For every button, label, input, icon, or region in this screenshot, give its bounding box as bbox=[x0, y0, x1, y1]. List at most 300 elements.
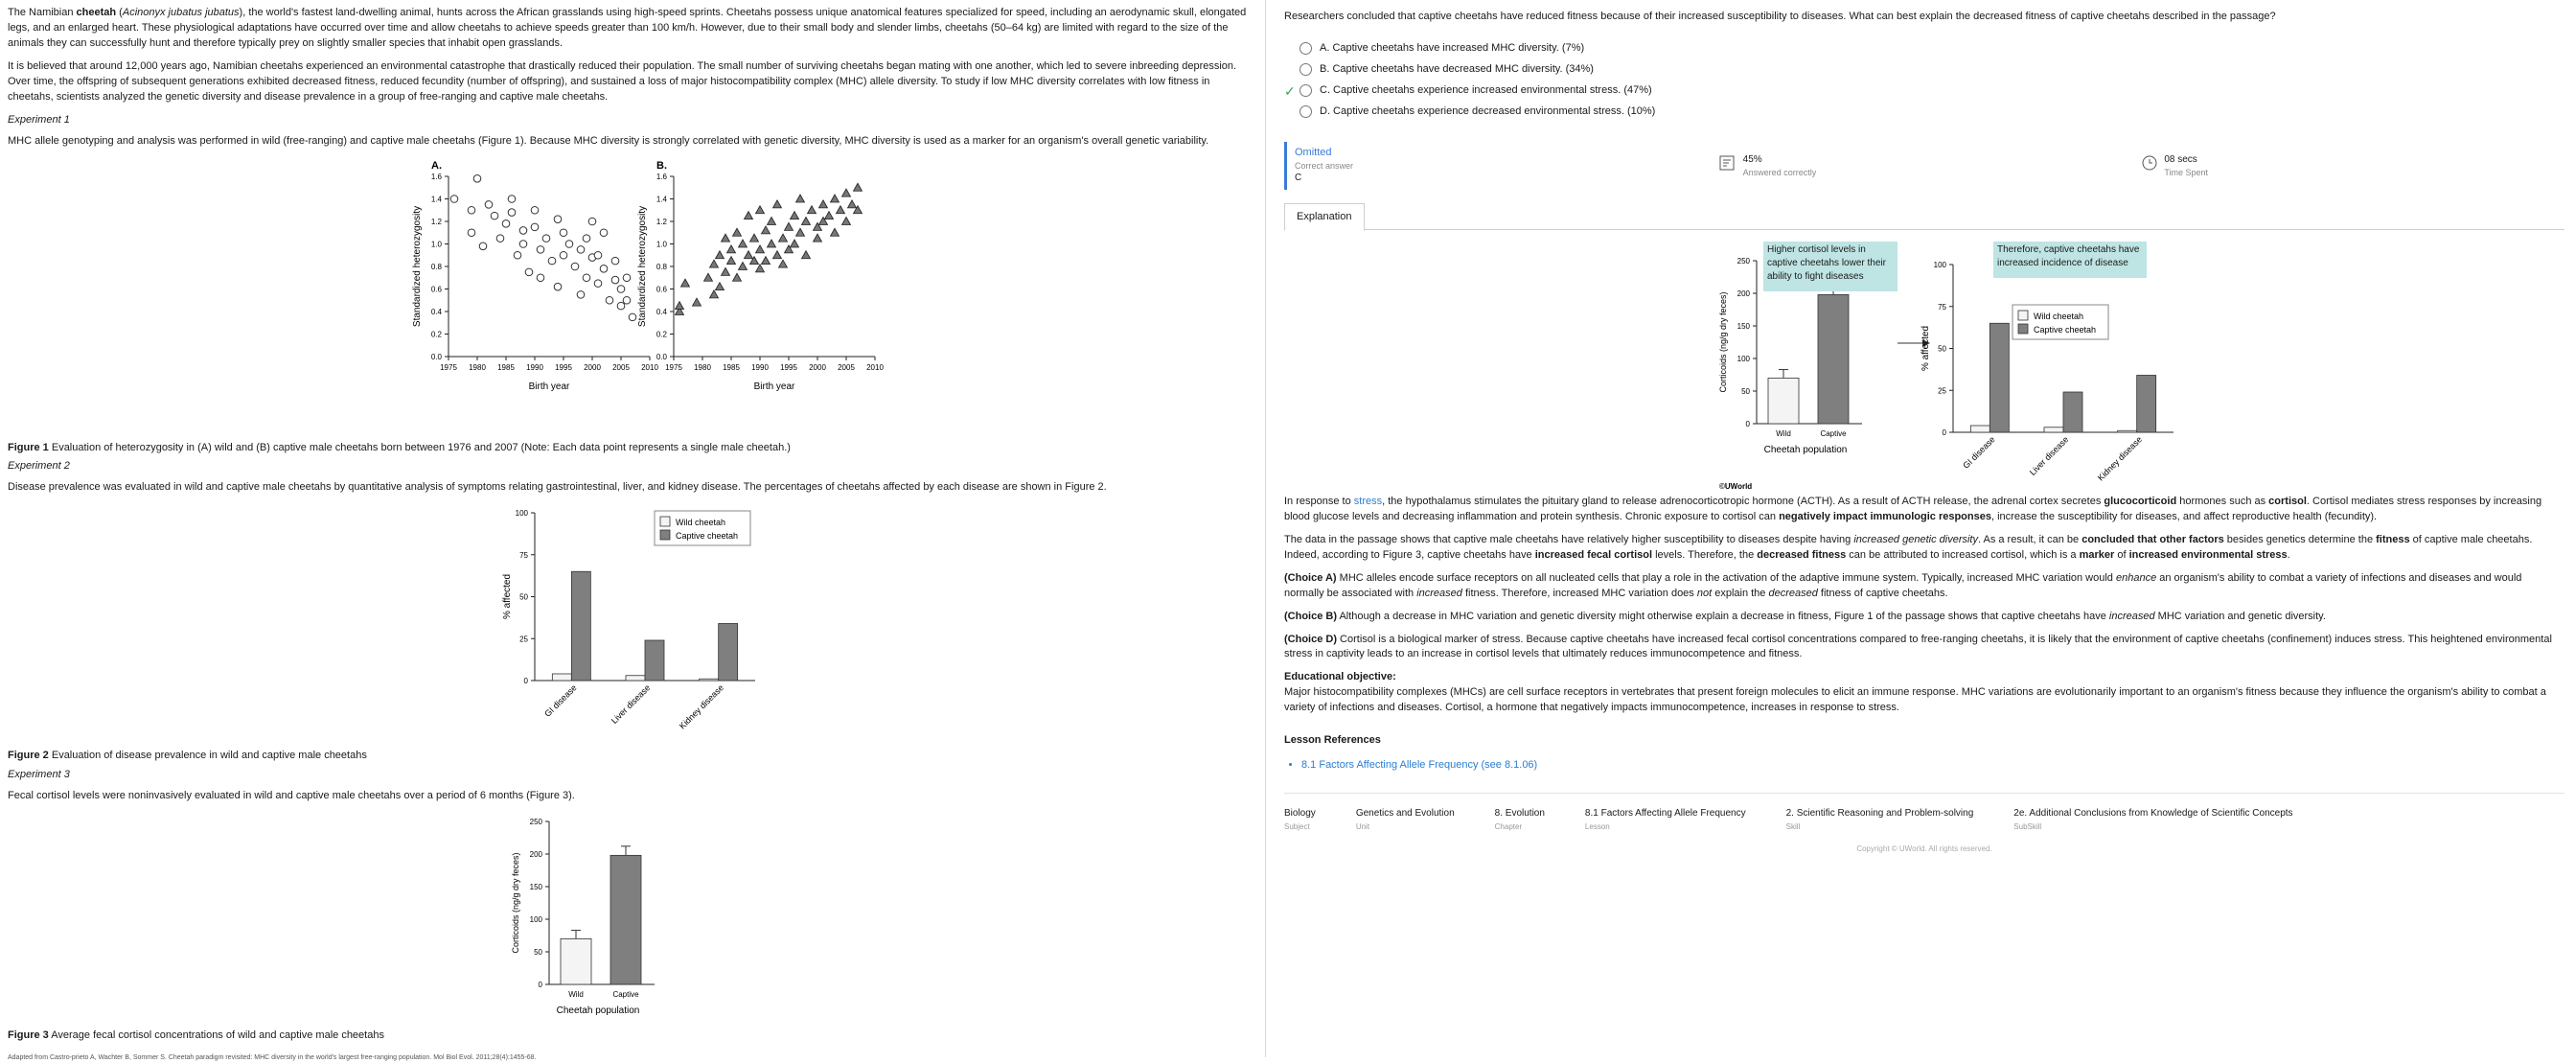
y-tick-label: 1.4 bbox=[430, 195, 442, 203]
bar-captive-cheetah bbox=[645, 640, 664, 681]
answer-stats-bar bbox=[1284, 142, 2564, 190]
data-point bbox=[756, 244, 765, 252]
panel-label: B. bbox=[656, 159, 667, 172]
text: decreased bbox=[1768, 587, 1818, 599]
experiment-2-text: Disease prevalence was evaluated in wild and captive male cheetahs by quantitative analysis of symptoms relating gastrointestinal, liver, and kidney disease. The percentages of cheetahs affected by each disease are shown in Figure 2. bbox=[8, 481, 1107, 494]
data-point bbox=[519, 226, 527, 234]
data-point bbox=[583, 234, 590, 242]
text: MHC variation and genetic diversity. bbox=[2154, 610, 2326, 622]
callout-text-wrap bbox=[1997, 243, 2145, 278]
x-tick-label: 1990 bbox=[526, 362, 543, 372]
data-point bbox=[588, 218, 596, 225]
data-point bbox=[473, 174, 481, 182]
link-stress[interactable]: stress bbox=[1353, 495, 1383, 507]
data-point bbox=[571, 263, 579, 270]
y-tick-label: 0.8 bbox=[656, 262, 667, 271]
bar-captive-cheetah bbox=[2137, 375, 2156, 432]
legend-label: Wild cheetah bbox=[676, 518, 726, 528]
copyright: Copyright © UWorld. All rights reserved. bbox=[1856, 844, 1992, 854]
text: , increase the susceptibility for diseases, and affect reproductive health (fecundity). bbox=[1990, 510, 2378, 522]
taxonomy-key: Subject bbox=[1284, 821, 1310, 831]
choice-d-explanation bbox=[1284, 633, 2564, 663]
bar-captive bbox=[1818, 294, 1849, 424]
data-point bbox=[716, 250, 724, 258]
y-tick-label: 100 bbox=[1933, 260, 1946, 269]
text: (Choice B) bbox=[1284, 610, 1337, 622]
y-tick-label: 100 bbox=[515, 509, 528, 519]
lesson-reference-link[interactable]: • 8.1 Factors Affecting Allele Frequency (see 8.1.06) bbox=[1301, 758, 2564, 774]
data-point bbox=[722, 267, 730, 275]
answer-panel bbox=[1276, 0, 2572, 1057]
bar-wild-cheetah bbox=[626, 676, 645, 681]
tab-explanation[interactable]: Explanation bbox=[1284, 203, 1365, 231]
figure-3-label: Figure 3 bbox=[8, 1029, 49, 1042]
text: marker bbox=[2079, 548, 2115, 561]
x-axis-title: Cheetah population bbox=[1763, 444, 1848, 455]
bar-wild-cheetah bbox=[700, 680, 719, 682]
text: Cortisol is a biological marker of stress. Because captive cheetahs have increased fecal cortisol concentrations compared to free-ranging cheetahs, it is likely that the environment of captive cheetahs (confinement) induces stress. This heightened environmental stress in captivity leads to an increase in cortisol levels that ultimately reduces immunocompetence and fitness. bbox=[1284, 633, 2552, 660]
data-point bbox=[710, 260, 719, 267]
data-point bbox=[739, 262, 748, 269]
text: The data in the passage shows that captive male cheetahs have relatively higher susceptibility to diseases despite having bbox=[1284, 533, 1854, 545]
choice-label: C. Captive cheetahs experience increased environmental stress. (47%) bbox=[1320, 83, 1652, 96]
data-point bbox=[819, 199, 828, 207]
data-point bbox=[583, 273, 590, 281]
time-block bbox=[2141, 153, 2564, 177]
status-block bbox=[1295, 146, 1718, 185]
data-point bbox=[791, 240, 799, 247]
taxonomy-value: 2e. Additional Conclusions from Knowledge of Scientific Concepts bbox=[2013, 808, 2293, 820]
y-tick-label: 50 bbox=[1741, 386, 1750, 396]
data-point bbox=[733, 228, 742, 236]
data-point bbox=[779, 260, 788, 267]
scatter-panel-0 bbox=[412, 160, 658, 392]
data-point bbox=[716, 282, 724, 289]
text: besides genetics determine the bbox=[2223, 533, 2377, 545]
text: The Namibian bbox=[8, 7, 77, 18]
y-tick-label: 0.4 bbox=[656, 307, 667, 316]
bar-captive-cheetah bbox=[571, 572, 590, 682]
data-point bbox=[491, 212, 498, 220]
taxonomy-key: Unit bbox=[1355, 821, 1370, 831]
data-point bbox=[468, 228, 475, 236]
taxonomy-item bbox=[1786, 807, 1974, 832]
x-tick-label: 1975 bbox=[440, 362, 457, 372]
y-tick-label: 0.6 bbox=[656, 285, 667, 293]
answer-choice-a[interactable] bbox=[1284, 38, 2564, 59]
time-spent: 08 secs bbox=[2164, 154, 2197, 166]
taxonomy-key: Chapter bbox=[1494, 821, 1523, 831]
legend-swatch bbox=[2018, 324, 2028, 334]
y-tick-label: 150 bbox=[529, 883, 542, 892]
y-tick-label: 0.4 bbox=[430, 307, 442, 316]
bar-wild-cheetah bbox=[1970, 426, 1990, 432]
panel-divider bbox=[1265, 0, 1266, 1057]
choice-label: B. Captive cheetahs have decreased MHC diversity. (34%) bbox=[1320, 62, 1594, 75]
x-axis-title: Cheetah population bbox=[556, 1005, 640, 1017]
x-tick-label: 1980 bbox=[694, 362, 711, 372]
data-point bbox=[531, 223, 539, 231]
text: an organism's ability to combat a variety of infections and diseases and would normally be associated with bbox=[1284, 571, 2522, 599]
educational-objective-title: Educational objective: bbox=[1284, 671, 1396, 683]
legend-label: Wild cheetah bbox=[2034, 311, 2084, 321]
data-point bbox=[756, 205, 765, 213]
callout-text-wrap bbox=[1767, 243, 1896, 291]
radio-button[interactable] bbox=[1300, 84, 1312, 97]
callout-text: Higher cortisol levels in captive cheetahs lower their ability to fight diseases bbox=[1767, 243, 1886, 282]
bar-chart-icon bbox=[1718, 154, 1736, 177]
explanation-body bbox=[1284, 495, 2564, 716]
y-tick-label: 0.0 bbox=[656, 352, 667, 361]
figure-2-caption-text: Evaluation of disease prevalence in wild and captive male cheetahs bbox=[48, 750, 367, 762]
data-point bbox=[537, 245, 544, 253]
text: of bbox=[2114, 548, 2129, 561]
correct-check-icon: ✓ bbox=[1284, 82, 1296, 99]
text: Although a decrease in MHC variation and genetic diversity might otherwise explain a decrease in fitness, Figure 1 of the passage shows that captive cheetahs have bbox=[1337, 610, 2109, 622]
data-point bbox=[704, 273, 713, 281]
data-point bbox=[693, 298, 702, 306]
explanation-paragraph-2 bbox=[1284, 533, 2564, 564]
data-point bbox=[519, 240, 527, 247]
legend-swatch bbox=[660, 517, 670, 526]
data-point bbox=[722, 234, 730, 242]
data-point bbox=[842, 217, 851, 224]
data-point bbox=[785, 222, 794, 230]
y-tick-label: 250 bbox=[529, 818, 542, 827]
data-point bbox=[537, 273, 544, 281]
question-stem: Researchers concluded that captive cheetahs have reduced fitness because of their increased susceptibility to diseases. What can best explain the decreased fitness of captive cheetahs described in the passage? bbox=[1284, 11, 2276, 22]
answer-choices bbox=[1284, 38, 2564, 123]
data-point bbox=[854, 183, 862, 191]
data-point bbox=[814, 234, 822, 242]
x-tick-label: Kidney disease bbox=[2095, 434, 2145, 483]
y-tick-label: 200 bbox=[1736, 289, 1750, 298]
clock-icon bbox=[2141, 154, 2158, 177]
y-tick-label: 25 bbox=[1938, 386, 1946, 396]
experiment-1-heading: Experiment 1 bbox=[8, 113, 70, 126]
passage-panel bbox=[0, 0, 1265, 1062]
text: . As a result, it can be bbox=[1977, 533, 2082, 545]
bar-captive-cheetah bbox=[1990, 323, 2009, 432]
radio-button[interactable] bbox=[1300, 105, 1312, 118]
text: . Cortisol mediates stress responses by increasing blood glucose levels and decreasing inflammation and protein synthesis. Chronic exposure to cortisol can bbox=[1284, 495, 2542, 522]
taxonomy-item bbox=[1284, 807, 1316, 832]
species-name: Acinonyx jubatus jubatus bbox=[122, 7, 240, 18]
x-tick-label: 1975 bbox=[665, 362, 682, 372]
y-axis-title: % affected bbox=[1920, 325, 1931, 371]
x-tick-label: 1980 bbox=[469, 362, 486, 372]
bar-wild-cheetah bbox=[2044, 428, 2063, 432]
data-point bbox=[611, 276, 619, 284]
y-tick-label: 1.6 bbox=[656, 172, 667, 181]
keyword-cheetah: cheetah bbox=[76, 7, 117, 18]
x-tick-label: GI disease bbox=[542, 682, 579, 720]
x-tick-label: 1995 bbox=[555, 362, 572, 372]
y-tick-label: 0 bbox=[1745, 419, 1750, 428]
data-point bbox=[577, 245, 585, 253]
x-tick-label: Wild bbox=[1776, 428, 1791, 438]
data-point bbox=[831, 228, 840, 236]
text: ), the world's fastest land-dwelling animal, hunts across the African grasslands using high-speed sprints. Cheetahs possess unique anatomical features specialized for speed, including an aerodynamic skull, elongated legs, and an enlarged heart. These physiological adaptations have occurred over time and allow cheetahs to achieve speeds greater than 100 km/h. However, due to their small body and slender limbs, cheetahs (50–64 kg) are limited with regard to the size of the animals they can successfully hunt and therefore typically prey on slightly smaller species that inhabit open grasslands. bbox=[8, 7, 1247, 49]
text: increased genetic diversity bbox=[1853, 533, 1978, 545]
y-axis-title: Corticoids (ng/g dry feces) bbox=[511, 852, 520, 954]
data-point bbox=[623, 296, 631, 304]
text: can be attributed to increased cortisol, which is a bbox=[1846, 548, 2080, 561]
figure-2 bbox=[496, 503, 803, 743]
y-tick-label: 0.0 bbox=[430, 352, 442, 361]
data-point bbox=[750, 234, 759, 242]
data-point bbox=[560, 251, 567, 259]
data-point bbox=[762, 225, 770, 233]
educational-objective-text: Major histocompatibility complexes (MHCs) are cell surface receptors in vertebrates that present foreign molecules to elicit an immune response. MHC variations are evolutionarily important to an organism's fitness because they influence the organism's ability to combat a variety of infections and diseases. Cortisol, a hormone that negatively impacts immunocompetence, increases in response to stress. bbox=[1284, 686, 2546, 714]
percent-block bbox=[1718, 153, 2142, 177]
bar-wild-cheetah bbox=[2118, 430, 2137, 432]
figure-1-caption bbox=[8, 441, 1257, 456]
text: fitness bbox=[2376, 533, 2410, 545]
x-tick-label: 1990 bbox=[751, 362, 769, 372]
radio-button[interactable] bbox=[1300, 63, 1312, 76]
data-point bbox=[565, 240, 573, 247]
panel-label: A. bbox=[431, 159, 442, 172]
text: decreased fitness bbox=[1757, 548, 1847, 561]
data-point bbox=[600, 228, 608, 236]
data-point bbox=[808, 205, 816, 213]
answer-choice-c[interactable] bbox=[1284, 81, 2564, 102]
y-tick-label: 1.0 bbox=[430, 240, 442, 248]
data-point bbox=[727, 256, 736, 264]
explanation-figure bbox=[1284, 236, 2568, 495]
citation-footnote: Adapted from Castro-prieto A, Wachter B, Sommer S. Cheetah paradigm revisited: MHC diversity in the world's largest free-ranging population. Mol Biol Evol. 2011;28(4):1455-68. bbox=[8, 1054, 537, 1062]
y-tick-label: 0.2 bbox=[430, 330, 442, 338]
taxonomy-value: Biology bbox=[1284, 808, 1316, 820]
y-tick-label: 100 bbox=[1736, 354, 1750, 363]
y-tick-label: 75 bbox=[1938, 302, 1946, 312]
radio-button[interactable] bbox=[1300, 42, 1312, 55]
x-tick-label: Captive bbox=[1820, 428, 1847, 438]
bar-wild-cheetah bbox=[552, 674, 571, 681]
text: In response to bbox=[1284, 495, 1354, 507]
x-tick-label: 2005 bbox=[838, 362, 855, 372]
text: hormones such as bbox=[2176, 495, 2269, 507]
y-tick-label: 1.6 bbox=[430, 172, 442, 181]
experiment-3-text: Fecal cortisol levels were noninvasively evaluated in wild and captive male cheetahs over a period of 6 months (Figure 3). bbox=[8, 790, 575, 802]
data-point bbox=[773, 250, 782, 258]
data-point bbox=[762, 256, 770, 264]
x-tick-label: Wild bbox=[568, 990, 584, 1000]
experiment-1-text: MHC allele genotyping and analysis was performed in wild (free-ranging) and captive male cheetahs (Figure 1). Because MHC diversity is strongly correlated with genetic diversity, MHC diversity is used as a marker for an organism's overall genetic variability. bbox=[8, 134, 1209, 147]
text: glucocorticoid bbox=[2104, 495, 2177, 507]
bar-captive bbox=[610, 855, 641, 984]
text: levels. Therefore, the bbox=[1652, 548, 1758, 561]
correct-answer-value: C bbox=[1295, 173, 1302, 184]
y-tick-label: 25 bbox=[519, 635, 528, 644]
text: negatively impact immunologic responses bbox=[1779, 510, 1991, 522]
choice-label: D. Captive cheetahs experience decreased environmental stress. (10%) bbox=[1320, 104, 1656, 117]
x-tick-label: Liver disease bbox=[609, 682, 653, 727]
figure-3 bbox=[506, 812, 746, 1023]
y-axis-title: Corticoids (ng/g dry feces) bbox=[1718, 291, 1728, 393]
text: increased fecal cortisol bbox=[1534, 548, 1653, 561]
data-point bbox=[739, 240, 748, 247]
y-tick-label: 200 bbox=[529, 850, 542, 860]
text: of captive male cheetahs. Indeed, according to Figure 3, captive cheetahs have bbox=[1284, 533, 2533, 561]
data-point bbox=[768, 217, 776, 224]
text: increased bbox=[1416, 587, 1462, 599]
y-tick-label: 150 bbox=[1736, 321, 1750, 331]
data-point bbox=[623, 273, 631, 281]
choice-b-explanation bbox=[1284, 610, 2564, 625]
x-tick-label: 1985 bbox=[497, 362, 515, 372]
x-tick-label: 1995 bbox=[780, 362, 797, 372]
x-tick-label: Kidney disease bbox=[677, 682, 726, 731]
figure-3-caption bbox=[8, 1028, 1257, 1044]
legend-swatch bbox=[660, 530, 670, 540]
y-tick-label: 50 bbox=[1938, 344, 1946, 354]
taxonomy-value: 8.1 Factors Affecting Allele Frequency bbox=[1584, 808, 1746, 820]
x-tick-label: 2000 bbox=[809, 362, 826, 372]
taxonomy-value: Genetics and Evolution bbox=[1355, 808, 1455, 820]
data-point bbox=[554, 283, 562, 290]
bar-wild bbox=[561, 939, 591, 985]
explanation-disease-chart bbox=[1920, 261, 2174, 483]
taxonomy-key: Lesson bbox=[1584, 821, 1610, 831]
data-point bbox=[796, 195, 805, 202]
data-point bbox=[629, 313, 636, 321]
callout-text: Therefore, captive cheetahs have increased incidence of disease bbox=[1997, 243, 2140, 268]
choice-a-explanation bbox=[1284, 571, 2564, 602]
y-tick-label: 50 bbox=[519, 592, 528, 602]
explanation-paragraph-1 bbox=[1284, 495, 2564, 525]
experiment-3-heading: Experiment 3 bbox=[8, 769, 70, 781]
figure-1-caption-text: Evaluation of heterozygosity in (A) wild and (B) captive male cheetahs born between 1976 and 2007 (Note: Each data point represents a single male cheetah.) bbox=[48, 441, 791, 453]
data-point bbox=[773, 199, 782, 207]
data-point bbox=[745, 211, 753, 219]
data-point bbox=[594, 279, 602, 287]
x-tick-label: 2010 bbox=[866, 362, 884, 372]
legend-label: Captive cheetah bbox=[676, 531, 739, 542]
text: fitness. Therefore, increased MHC variation does bbox=[1461, 587, 1697, 599]
data-point bbox=[791, 211, 799, 219]
x-tick-label: 1985 bbox=[723, 362, 740, 372]
data-point bbox=[508, 195, 516, 202]
y-tick-label: 1.4 bbox=[656, 195, 667, 203]
data-point bbox=[676, 301, 684, 309]
x-axis-title: Birth year bbox=[528, 381, 570, 392]
taxonomy-item bbox=[1356, 807, 1455, 832]
data-point bbox=[837, 205, 845, 213]
y-tick-label: 0.8 bbox=[430, 262, 442, 271]
choice-label: A. Captive cheetahs have increased MHC diversity. (7%) bbox=[1320, 41, 1585, 54]
x-tick-label: 2000 bbox=[584, 362, 601, 372]
callout-cortisol bbox=[1763, 242, 1898, 291]
lesson-references-title: Lesson References bbox=[1284, 734, 1381, 747]
x-tick-label: GI disease bbox=[1961, 434, 1997, 471]
text: cortisol bbox=[2268, 495, 2307, 507]
data-point bbox=[560, 228, 567, 236]
passage-paragraph-2: It is believed that around 12,000 years ago, Namibian cheetahs experienced an environmental catastrophe that drastically reduced their population. The small number of surviving cheetahs began mating with one another, which led to severe inbreeding depression. Over time, the offspring of subsequent generations exhibited decreased fitness, reduced fecundity (number of offspring), and sustained a loss of major histocompatibility complex (MHC) allele diversity. To study if low MHC diversity correlates with low fitness in cheetahs, scientists analyzed the genetic diversity and disease prevalence in a group of free-ranging and captive male cheetahs. bbox=[8, 59, 1237, 103]
text: fitness of captive cheetahs. bbox=[1817, 587, 1948, 599]
data-point bbox=[508, 208, 516, 216]
data-point bbox=[502, 220, 510, 227]
taxonomy-bar bbox=[1284, 793, 2564, 832]
data-point bbox=[825, 211, 834, 219]
taxonomy-key: Skill bbox=[1785, 821, 1801, 831]
y-tick-label: 50 bbox=[534, 948, 542, 958]
data-point bbox=[802, 250, 811, 258]
text: not bbox=[1696, 587, 1713, 599]
data-point bbox=[531, 206, 539, 214]
data-point bbox=[756, 264, 765, 271]
y-axis-title: Standardized heterozygosity bbox=[412, 205, 423, 327]
figure-3-caption-text: Average fecal cortisol concentrations of wild and captive male cheetahs bbox=[48, 1029, 384, 1042]
data-point bbox=[710, 289, 719, 297]
text: ( bbox=[116, 7, 123, 18]
text: increased bbox=[2108, 610, 2155, 622]
data-point bbox=[779, 234, 788, 242]
callout-disease bbox=[1993, 242, 2147, 278]
data-point bbox=[554, 215, 562, 222]
data-point bbox=[611, 257, 619, 265]
data-point bbox=[496, 234, 504, 242]
x-tick-label: 2005 bbox=[612, 362, 630, 372]
data-point bbox=[514, 251, 521, 259]
data-point bbox=[617, 302, 625, 310]
text: concluded that other factors bbox=[2082, 533, 2224, 545]
y-tick-label: 1.2 bbox=[656, 217, 667, 226]
data-point bbox=[802, 217, 811, 224]
text: , the hypothalamus stimulates the pituitary gland to release adrenocorticotropic hormone (ACTH). As a result of ACTH release, the adrenal cortex secretes bbox=[1382, 495, 2104, 507]
correct-answer-label: Correct answer bbox=[1295, 161, 1354, 172]
data-point bbox=[831, 195, 840, 202]
answer-choice-b[interactable] bbox=[1284, 59, 2564, 81]
data-point bbox=[796, 228, 805, 236]
tab-bar bbox=[1284, 203, 2564, 230]
scatter-panel-1 bbox=[637, 160, 884, 392]
taxonomy-item bbox=[1495, 807, 1545, 832]
y-axis-title: % affected bbox=[502, 574, 513, 620]
lesson-references bbox=[1284, 733, 2564, 774]
y-axis-title: Standardized heterozygosity bbox=[637, 205, 648, 327]
data-point bbox=[681, 279, 690, 287]
y-tick-label: 1.2 bbox=[430, 217, 442, 226]
taxonomy-item bbox=[2013, 807, 2292, 832]
y-tick-label: 0 bbox=[523, 677, 528, 686]
text: MHC alleles encode surface receptors on all nucleated cells that play a role in the activation of the adaptive immune system. Typically, increased MHC variation would bbox=[1336, 571, 2116, 584]
x-tick-label: 2010 bbox=[641, 362, 658, 372]
bar-wild bbox=[1768, 378, 1799, 424]
text: explain the bbox=[1712, 587, 1769, 599]
legend-label: Captive cheetah bbox=[2034, 324, 2097, 335]
status-label: Omitted bbox=[1295, 147, 1332, 159]
answer-choice-d[interactable] bbox=[1284, 102, 2564, 123]
figure-2-label: Figure 2 bbox=[8, 750, 49, 762]
text: (Choice D) bbox=[1284, 633, 1337, 645]
data-point bbox=[479, 243, 487, 250]
y-tick-label: 0.6 bbox=[430, 285, 442, 293]
percent-correct: 45% bbox=[1742, 154, 1762, 166]
y-tick-label: 0 bbox=[538, 981, 542, 990]
x-tick-label: Liver disease bbox=[2027, 434, 2071, 477]
data-point bbox=[485, 200, 493, 208]
data-point bbox=[468, 206, 475, 214]
data-point bbox=[745, 250, 753, 258]
percent-correct-label: Answered correctly bbox=[1742, 167, 1817, 177]
data-point bbox=[617, 285, 625, 292]
y-tick-label: 0.2 bbox=[656, 330, 667, 338]
y-tick-label: 1.0 bbox=[656, 240, 667, 248]
uworld-watermark: ©UWorld bbox=[1719, 481, 1753, 491]
y-tick-label: 75 bbox=[519, 551, 528, 561]
